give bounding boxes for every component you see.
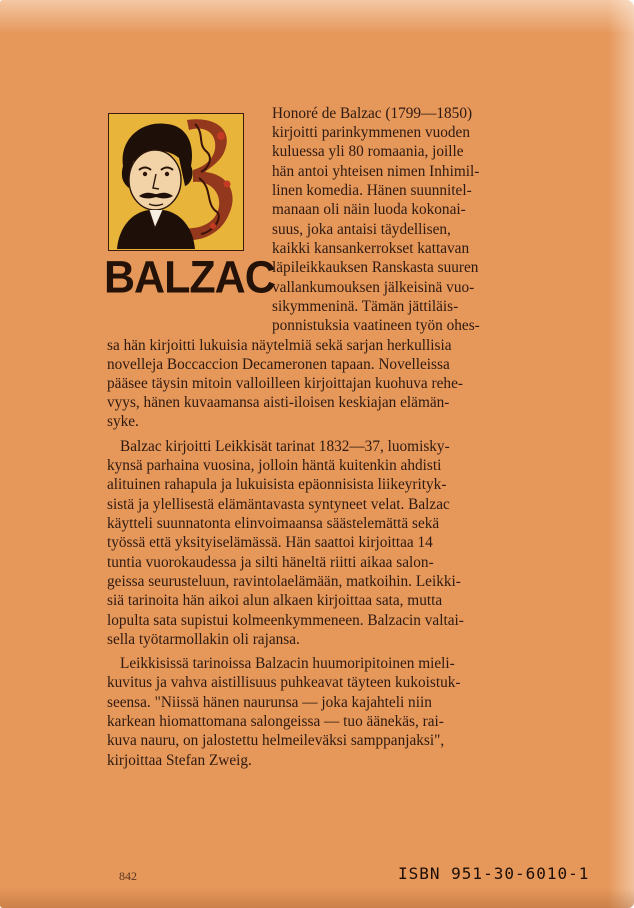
blurb-line: suus, joka antaisi täydellisen,: [272, 221, 451, 238]
blurb-line: tuntia vuorokaudessa ja silti häneltä riitti aikaa salon-: [107, 554, 434, 571]
blurb-line: vallankumouksen jälkeisinä vuo-: [272, 279, 475, 296]
blurb-line: siä tarinoita hän aikoi alun alkaen kirjoittaa sata, mutta: [107, 592, 443, 609]
blurb-line: linen komedia. Hänen suunnitel-: [272, 182, 472, 199]
blurb-line: kaikki kansankerrokset kattavan: [272, 240, 470, 257]
blurb-line: Balzac kirjoitti Leikkisät tarinat 1832—37, luomisky-: [120, 438, 450, 455]
blurb-line: kuluessa yli 80 romaania, joille: [272, 143, 464, 160]
blurb-line: sikymmeninä. Tämän jättiläis-: [272, 298, 459, 315]
blurb-line: ponnistuksia vaatineen työn ohes-: [272, 317, 480, 334]
cover-bottom-shadow: [0, 888, 634, 908]
blurb-line: lopulta sata supistui kolmeenkymmeneen. Balzacin valtai-: [107, 612, 464, 629]
author-name-logo: BALZAC: [104, 252, 275, 304]
blurb-line: työssä että yksityiselämässä. Hän saattoi kirjoittaa 14: [107, 534, 433, 551]
blurb-line: Honoré de Balzac (1799—1850): [272, 105, 473, 122]
blurb-line: syke.: [107, 413, 139, 430]
cover-top-highlight: [0, 0, 634, 34]
catalog-number: 842: [119, 869, 137, 883]
blurb-line: vyys, hänen kuvaamansa aisti-iloisen keskiajan elämän-: [107, 394, 450, 411]
blurb-line: pääsee täysin mitoin valloilleen kirjoittajan kuohuva rehe-: [107, 375, 463, 392]
blurb-line: kirjoittaa Stefan Zweig.: [107, 752, 252, 769]
blurb-line: karkean hiomattomana salongeissa — tuo äänekäs, rai-: [107, 713, 444, 730]
portrait-illustration: [109, 114, 242, 249]
blurb-line: Leikkisissä tarinoissa Balzacin huumoripitoinen mieli-: [120, 655, 455, 672]
blurb-line: novelleja Boccaccion Decameronen tapaan. Novelleissa: [107, 356, 450, 373]
blurb-line: läpileikkauksen Ranskasta suuren: [272, 259, 479, 276]
author-portrait-image: [108, 113, 244, 251]
blurb-line: sa hän kirjoitti lukuisia näytelmiä sekä sarjan herkullisia: [107, 337, 452, 354]
blurb-line: kirjoitti parinkymmenen vuoden: [272, 124, 470, 141]
blurb-line: kuva nauru, on jalostettu helmeileväksi samppanjaksi",: [107, 732, 445, 749]
blurb-line: seensa. "Niissä hänen naurunsa — joka kajahteli niin: [107, 694, 432, 711]
blurb-line: geissa seurusteluun, ravintolaelämään, matkoihin. Leikki-: [107, 573, 461, 590]
cover-right-highlight: [608, 0, 634, 908]
isbn-code: ISBN 951-30-6010-1: [398, 864, 590, 883]
blurb-line: manaan oli näin luoda kokonai-: [272, 201, 466, 218]
blurb-line: sella työtarmollakin oli rajansa.: [107, 631, 300, 648]
blurb-line: käytteli suunnatonta elinvoimaansa säästelemättä sekä: [107, 515, 440, 532]
blurb-line: kynsä parhaina vuosina, jolloin häntä kuitenkin ahdisti: [107, 457, 442, 474]
blurb-line: sistä ja ylellisestä elämäntavasta syntyneet velat. Balzac: [107, 496, 450, 513]
blurb-line: hän antoi yhteisen nimen Inhimil-: [272, 163, 480, 180]
blurb-line: alituinen rahapula ja lukuisista epäonnisista liikeyrityk-: [107, 476, 447, 493]
blurb-line: kuvitus ja vahva aistillisuus puhkeavat täyteen kukoistuk-: [107, 674, 461, 691]
